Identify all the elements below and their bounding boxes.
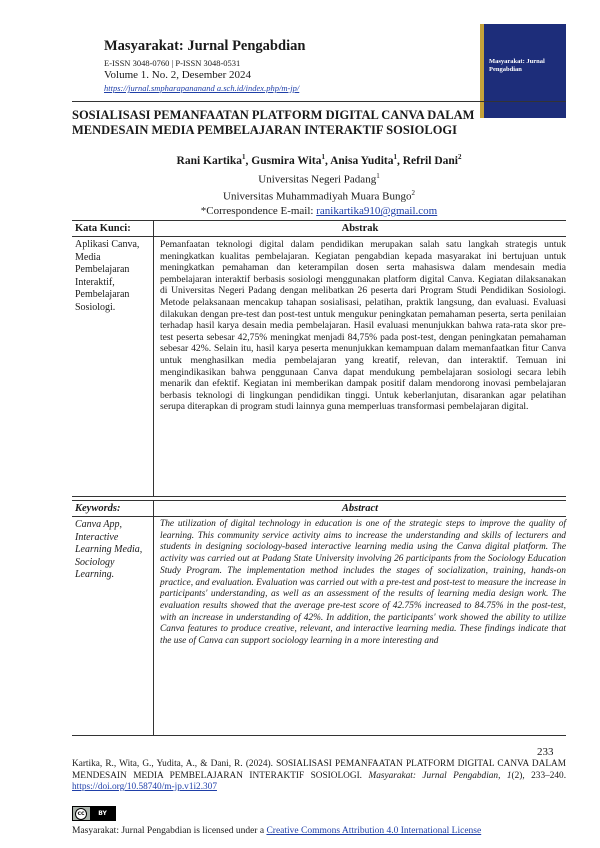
author-sup: 1 bbox=[242, 153, 246, 161]
affiliation bbox=[72, 169, 566, 187]
journal-header bbox=[104, 38, 464, 94]
author-name: Anisa Yudita bbox=[330, 154, 394, 167]
correspondence-label: *Correspondence E-mail: bbox=[200, 205, 317, 218]
author-name: Rani Kartika bbox=[176, 154, 243, 167]
by-icon: BY bbox=[90, 807, 115, 820]
abstract-body: The utilization of digital technology in education is one of the strategic steps to improve the quality of learning. This community service activity aims to increase the understanding and skills of lecturers and students in designing sociology-based interactive learning media using the Canva digital platform. The activity was carried out at Padang State University involving 26 participants from the Sociology Education Study Program. The implementation method includes the stages of socialization, training, hands-on practice, and evaluation. Evaluation was carried out with a pre-test and post-test to measure the increase in participants' understanding, as well as an assessment of the results of learning media design work. The evaluation results showed that the average pre-test score of 42.75% increased to 84.75% in the post-test, with an increase in understanding of 42%. In addition, the participants' work showed the ability to utilize Canva features to produce creative, relevant, and interactive learning media. These findings indicate that the use of Canva can support sociology learning in a more interesting and bbox=[160, 519, 566, 647]
correspondence-line bbox=[72, 204, 566, 218]
volume-line: Volume 1. No. 2, Desember 2024 bbox=[104, 69, 252, 81]
journal-url-link[interactable]: https://jurnal.smpharapananand a.sch.id/index.php/m-jp/ bbox=[104, 83, 300, 93]
keywords-heading: Keywords: bbox=[72, 503, 153, 517]
citation-text: Kartika, R., Wita, G., Yudita, A., & Dani, R. (2024). SOSIALISASI PEMANFAATAN PLATFORM DIGITAL CANVA DALAM MENDESAIN MEDIA PEMBELAJARAN INTERAKTIF SOSIOLOGI. bbox=[72, 759, 566, 781]
citation-journal: Masyarakat: Jurnal Pengabdian bbox=[368, 770, 499, 781]
author-name: Refril Dani bbox=[402, 154, 458, 167]
license-link[interactable]: Creative Commons Attribution 4.0 International License bbox=[266, 826, 482, 836]
keywords-text: Aplikasi Canva, Media Pembelajaran Interaktif, Pembelajaran Sosiologi. bbox=[75, 239, 140, 313]
affiliation-sup: 1 bbox=[376, 171, 380, 180]
abstract-column bbox=[160, 221, 566, 496]
author-sup: 1 bbox=[393, 153, 397, 161]
citation-pages: (2), 233–240. bbox=[511, 770, 567, 781]
abstract-box-indonesian bbox=[72, 220, 566, 497]
abstract-heading: Abstract bbox=[154, 503, 566, 517]
keywords-column bbox=[72, 221, 154, 496]
affiliation-name: Universitas Negeri Padang bbox=[258, 173, 377, 186]
issn-line: E-ISSN 3048-0760 | P-ISSN 3048-0531 bbox=[104, 58, 241, 68]
cc-icon: cc bbox=[75, 808, 87, 820]
citation-doi-link[interactable]: https://doi.org/10.58740/m-jp.v1i2.307 bbox=[72, 782, 217, 792]
keywords-text: Canva App, Interactive Learning Media, Sociology Learning. bbox=[75, 519, 143, 580]
author-sup: 2 bbox=[457, 153, 462, 161]
license-text: Masyarakat: Jurnal Pengabdian is licensed under a bbox=[72, 826, 267, 836]
cc-license-badge[interactable] bbox=[72, 806, 116, 821]
affiliation-name: Universitas Muhammadiyah Muara Bungo bbox=[223, 191, 412, 204]
cover-title: Masyarakat: Jurnal Pengabdian bbox=[489, 58, 545, 73]
citation-block bbox=[72, 759, 566, 794]
author-name: Gusmira Wita bbox=[251, 154, 322, 167]
license-line bbox=[72, 825, 566, 837]
page-number: 233 bbox=[537, 746, 554, 758]
keywords-heading: Kata Kunci: bbox=[72, 223, 153, 237]
header-divider bbox=[72, 101, 566, 102]
journal-cover-thumbnail bbox=[480, 24, 566, 118]
citation-volume: , 1 bbox=[498, 770, 512, 781]
abstract-body: Pemanfaatan teknologi digital dalam pendidikan merupakan salah satu langkah strategis untuk meningkatkan kualitas pembelajaran. Kegiatan pengabdian kepada masyarakat ini bertujuan untuk meningkatkan pemahaman dan keterampilan dosen serta mahasiswa dalam mendesain media pembelajaran interaktif berbasis sosiologi menggunakan platform digital Canva. Kegiatan dilaksanakan di Universitas Negeri Padang dengan melibatkan 26 peserta dari Program Studi Pendidikan Sosiologi. Metode pelaksanaan mencakup tahapan sosialisasi, pelatihan, praktik langsung, dan evaluasi. Evaluasi dilakukan dengan pre-test dan post-test untuk mengukur peningkatan pemahaman peserta, serta penilaian terhadap hasil karya desain media pembelajaran. Hasil evaluasi menunjukkan bahwa rata-rata skor pre-test peserta sebesar 42,75% meningkat menjadi 84,75% pada post-test, dengan peningkatan pemahaman sebesar 42%. Selain itu, hasil karya peserta menunjukkan kemampuan dalam memanfaatkan fitur Canva untuk menghasilkan media pembelajaran yang kreatif, relevan, dan interaktif. Temuan ini mengindikasikan bahwa penggunaan Canva dapat mendukung pembelajaran sosiologi secara lebih menarik dan efektif. Kegiatan ini memberikan dampak positif dalam mendorong inovasi pembelajaran berbasis teknologi di lingkungan pendidikan tinggi. Untuk keberlanjutan, disarankan agar pelatihan serupa diterapkan di program studi lainnya guna memperluas transformasi pembelajaran digital. bbox=[160, 239, 566, 413]
abstract-column bbox=[160, 501, 566, 735]
affiliation bbox=[72, 186, 566, 204]
author-list: Rani Kartika$^1$, Gusmira Wita$^1$, Anisa Yudita$^1$, Refril Dani$^2$ bbox=[176, 153, 462, 167]
paper-title: SOSIALISASI PEMANFAATAN PLATFORM DIGITAL CANVA DALAM MENDESAIN MEDIA PEMBELAJARAN INTERAKTIF SOSIOLOGI bbox=[72, 108, 475, 137]
cover-stripe bbox=[480, 24, 484, 118]
journal-name: Masyarakat: Jurnal Pengabdian bbox=[104, 38, 306, 54]
abstract-heading: Abstrak bbox=[154, 223, 566, 237]
correspondence-email-link[interactable]: ranikartika910@gmail.com bbox=[316, 205, 438, 218]
author-sup: 1 bbox=[321, 153, 325, 161]
authors-block bbox=[72, 150, 566, 218]
affiliation-sup: 2 bbox=[411, 189, 415, 198]
keywords-column bbox=[72, 501, 154, 735]
abstract-box-english bbox=[72, 500, 566, 736]
